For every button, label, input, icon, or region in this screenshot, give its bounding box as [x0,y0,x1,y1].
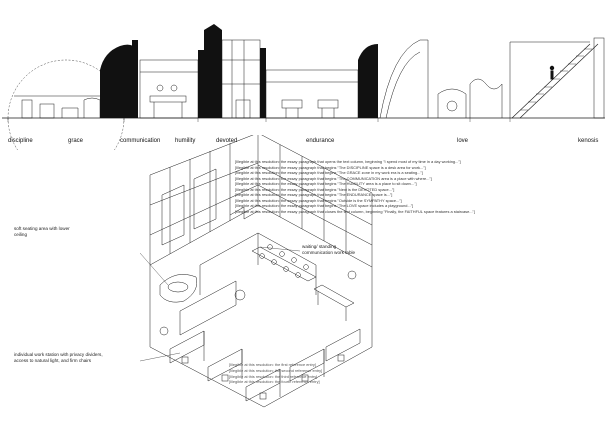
essay-paragraph: [Illegible at this resolution: the essay paragraph that closes the text column, beginning "Finally, the FAITHFUL space features a staircase..."] [235,208,475,214]
label-love: love [457,138,469,144]
essay-paragraph: [Illegible at this resolution: the essay paragraph that begins "The HUMILITY area is a place to sit down..."] [235,181,417,186]
essay-paragraph: [Illegible at this resolution: the essay paragraph that opens the text column, beginning "I spend most of my time in a day working..."] [235,159,461,164]
reference-entry: [Illegible at this resolution: the second reference entry] [229,367,323,373]
label-devoted: devoted [216,138,238,144]
essay-paragraph: [Illegible at this resolution: the essay paragraph that begins "The ENDURANCE space is..."] [235,192,393,197]
label-endurance: endurance [306,138,335,144]
reference-entry: [Illegible at this resolution: the fourth reference entry] [229,379,320,385]
reference-entry: [Illegible at this resolution: the first reference entry] [229,362,316,367]
essay-paragraph: [Illegible at this resolution: the essay paragraph that begins "The DISCIPLINE space is a desk area for work..."] [235,164,426,170]
essay-paragraph: [Illegible at this resolution: the essay paragraph that begins "The GRACE zone in my work era is a seating..."] [235,170,423,175]
note-individual-work: individual work station with privacy dividers, access to natural light, and firm chairs [14,352,103,363]
essay-paragraph: [Illegible at this resolution: the essay paragraph that begins "Next is the DEVOTED space..."] [235,186,395,192]
note-waiting-table: waiting/ standing communication work table [302,244,356,255]
label-kenosis: kenosis [578,138,599,144]
references [229,362,489,385]
label-humility: humility [175,138,196,144]
reference-entry: [Illegible at this resolution: the third reference entry] [229,373,318,379]
essay-paragraph: [Illegible at this resolution: the essay paragraph that begins "Outside is the SYMPATHY space..."] [235,197,402,203]
label-communication: communication [120,138,161,144]
essay-text [229,160,605,215]
essay-paragraph: [Illegible at this resolution: the essay paragraph that begins "The LOVE space includes a playground..."] [235,203,414,208]
note-soft-seating: soft seating area with lower ceiling [14,226,70,237]
elevation-drawing [0,0,609,150]
essay-paragraph: [Illegible at this resolution: the essay paragraph that begins "The COMMUNICATION area is a place with where..."] [235,175,432,181]
label-grace: grace [68,138,84,144]
label-discipline: discipline [8,138,33,144]
